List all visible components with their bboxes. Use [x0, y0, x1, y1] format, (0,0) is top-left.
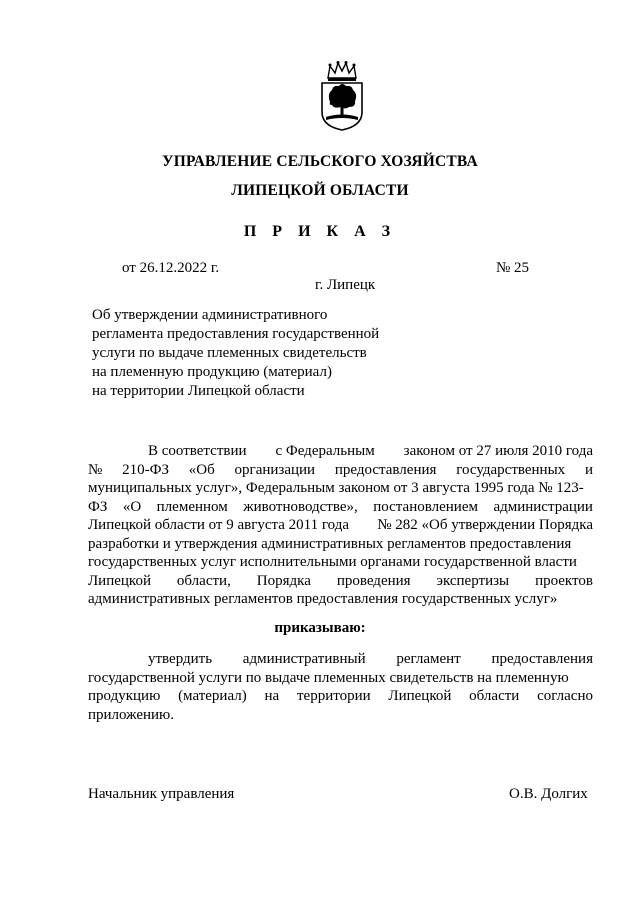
text-line — [88, 590, 593, 609]
text-segment: области — [469, 688, 520, 704]
order-city: г. Липецк — [315, 277, 376, 293]
text-segment: продукцию — [88, 688, 161, 704]
text-segment: администрации — [493, 498, 593, 515]
text-segment: Порядка — [256, 572, 311, 589]
signatory-name: О.В. Долгих — [509, 786, 588, 802]
text-segment: «Об — [188, 461, 215, 478]
text-line — [88, 553, 593, 572]
text-segment: племенном — [156, 498, 228, 515]
coat-of-arms-icon — [318, 60, 366, 132]
text-segment: законом от 27 июля 2010 года — [403, 443, 593, 459]
text-segment: проведения — [336, 572, 411, 589]
text-line — [88, 535, 593, 554]
text-line — [88, 572, 593, 591]
text-segment: государственных — [456, 461, 566, 478]
text-line — [88, 687, 593, 706]
text-segment: Липецкой области от 9 августа 2011 года — [88, 517, 349, 533]
text-segment: территории — [296, 688, 371, 704]
order-directive-word: приказываю: — [274, 620, 366, 636]
text-segment: административных регламентов предоставления государственных услуг» — [88, 591, 558, 607]
order-subject — [92, 306, 412, 401]
text-segment: животноводстве», — [243, 498, 358, 515]
text-segment: постановлением — [373, 498, 478, 515]
subject-line: регламента предоставления государственной — [92, 326, 380, 342]
text-segment: области, — [176, 572, 231, 589]
text-segment: муниципальных услуг», Федеральным законом от 3 августа 1995 года № 123- — [88, 480, 584, 496]
text-segment: приложению. — [88, 706, 175, 723]
text-segment: предоставления — [491, 651, 593, 667]
signatory-title: Начальник управления — [88, 786, 235, 802]
text-segment: согласно — [537, 688, 593, 704]
text-segment: Липецкой — [388, 688, 452, 704]
text-segment: «О — [122, 498, 142, 515]
org-name-line2: ЛИПЕЦКОЙ ОБЛАСТИ — [231, 182, 409, 199]
text-segment: предоставления — [334, 461, 437, 478]
text-segment: организации — [234, 461, 316, 478]
text-segment: разработки и утверждения административных регламентов предоставления — [88, 535, 572, 552]
text-segment: ФЗ — [88, 498, 108, 515]
text-segment: № — [88, 461, 103, 478]
text-segment: Липецкой — [88, 572, 151, 589]
text-line — [88, 650, 593, 669]
text-segment: государственной услуги по выдаче племенных свидетельств на племенную — [88, 669, 569, 686]
text-segment: (материал) — [178, 688, 247, 704]
subject-line: Об утверждении административного — [92, 307, 328, 323]
subject-line: услуги по выдаче племенных свидетельств — [92, 345, 367, 361]
text-line — [88, 442, 593, 461]
text-segment: регламент — [396, 651, 461, 667]
preamble-paragraph — [88, 442, 593, 609]
order-title: П Р И К А З — [243, 223, 397, 240]
subject-line: на территории Липецкой области — [92, 383, 305, 399]
text-segment: административный — [242, 651, 366, 667]
text-segment: государственных услуг исполнительными органами государственной власти — [88, 554, 577, 570]
text-segment: с Федеральным — [275, 443, 375, 459]
text-line — [88, 479, 593, 498]
order-number: № 25 — [496, 260, 530, 276]
text-segment: и — [584, 461, 593, 478]
text-line — [88, 669, 593, 688]
text-segment: 210-ФЗ — [122, 461, 169, 478]
decision-paragraph — [88, 650, 593, 724]
text-line — [88, 706, 593, 725]
text-segment: № 282 «Об утверждении Порядка — [377, 517, 593, 533]
text-segment: проектов — [535, 572, 593, 589]
text-segment: экспертизы — [436, 572, 510, 589]
text-segment: на — [264, 688, 280, 704]
order-date: от 26.12.2022 г. — [122, 260, 220, 276]
text-segment: утвердить — [148, 651, 213, 667]
text-segment: В соответствии — [148, 443, 247, 459]
subject-line: на племенную продукцию (материал) — [92, 364, 332, 380]
text-line — [88, 516, 593, 535]
org-name-line1: УПРАВЛЕНИЕ СЕЛЬСКОГО ХОЗЯЙСТВА — [162, 153, 478, 170]
text-line — [88, 461, 593, 480]
text-line — [88, 498, 593, 517]
